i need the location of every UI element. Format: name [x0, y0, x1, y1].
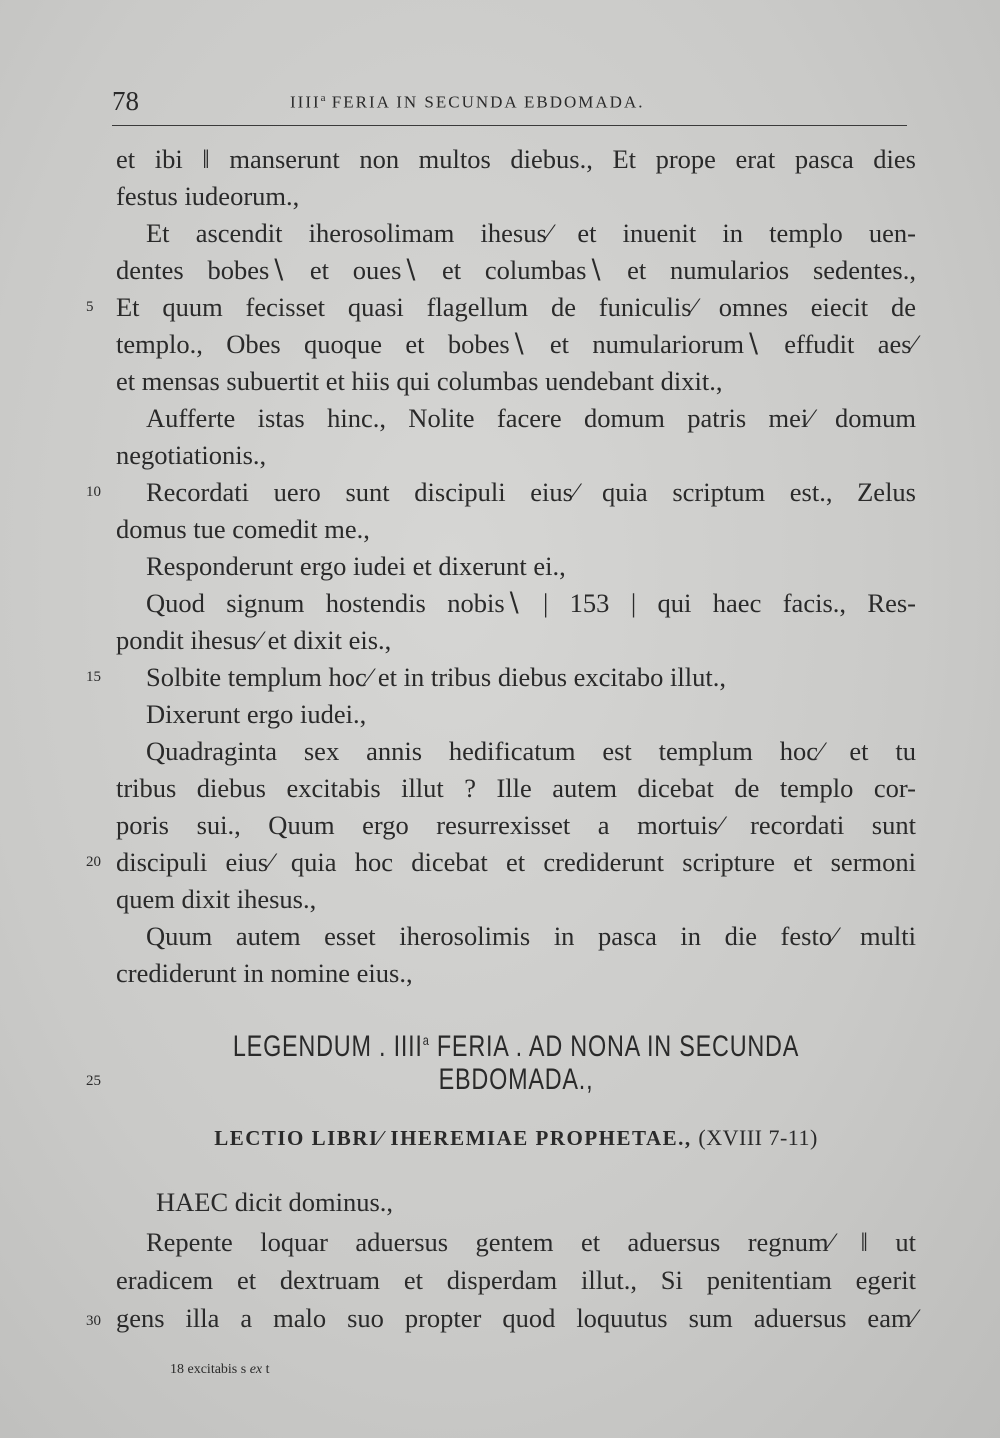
text-line: poris sui., Quum ergo resurrexisset a mortuis⁄ recordati sunt: [116, 810, 916, 840]
line-number: 10: [86, 484, 101, 500]
section-heading-sup: a: [422, 1032, 430, 1048]
header-title-prefix: IIII: [290, 92, 321, 112]
text-line: Quadraginta sex annis hedificatum est templum hoc⁄ et tu: [146, 736, 916, 766]
text-line: discipuli eius⁄ quia hoc dicebat et crediderunt scripture et sermoni: [116, 847, 916, 877]
text-line: Repente loquar aduersus gentem et aduersus regnum⁄ ‖ ut: [146, 1227, 916, 1257]
text-line: Et ascendit iherosolimam ihesus⁄ et inuenit in templo uen-: [146, 218, 916, 248]
text-line: eradicem et dextruam et disperdam illut., Si penitentiam egerit: [116, 1265, 916, 1295]
section-heading-line1-b: FERIA . AD NONA IN SECUNDA: [429, 1030, 800, 1063]
text-line: Responderunt ergo iudei et dixerunt ei.,: [146, 551, 566, 581]
text-line: festus iudeorum.,: [116, 181, 300, 211]
text-line: Solbite templum hoc⁄ et in tribus diebus excitabo illut.,: [146, 662, 726, 692]
header-title: [290, 92, 644, 113]
lectio-title-text: LECTIO LIBRI⁄ IHEREMIAE PROPHETAE.,: [214, 1126, 692, 1150]
text-line: Et quum fecisset quasi flagellum de funiculis⁄ omnes eiecit de: [116, 292, 916, 322]
text-line: templo., Obes quoque et bobes∖ et numulariorum∖ effudit aes⁄: [116, 329, 916, 359]
footnote: [170, 1362, 270, 1378]
text-line: crediderunt in nomine eius.,: [116, 958, 413, 988]
line-number: 20: [86, 854, 101, 870]
text-line: Recordati uero sunt discipuli eius⁄ quia scriptum est., Zelus: [146, 477, 916, 507]
text-line: et mensas subuertit et hiis qui columbas uendebant dixit.,: [116, 366, 723, 396]
text-line: Aufferte istas hinc., Nolite facere domum patris mei⁄ domum: [146, 403, 916, 433]
lectio-title: [116, 1120, 916, 1156]
lectio-reference: (XVIII 7-11): [698, 1125, 818, 1150]
header-rule: [112, 125, 907, 126]
line-number: 15: [86, 669, 101, 685]
text-line: Dixerunt ergo iudei.,: [146, 699, 367, 729]
text-line: HAEC dicit dominus.,: [156, 1187, 394, 1217]
header-title-sup: a: [320, 92, 326, 104]
text-line: negotiationis.,: [116, 440, 267, 470]
line-number: 5: [86, 299, 94, 315]
footnote-italic: ex: [249, 1362, 263, 1377]
text-line: tribus diebus excitabis illut ? Ille autem dicebat de templo cor-: [116, 773, 916, 803]
header-title-rest: FERIA IN SECUNDA EBDOMADA.: [331, 92, 645, 112]
text-line: et ibi ‖ manserunt non multos diebus., Et prope erat pasca dies: [116, 144, 916, 174]
section-heading-line1-a: LEGENDUM . IIII: [232, 1030, 423, 1063]
text-line: Quum autem esset iherosolimis in pasca in die festo⁄ multi: [146, 921, 916, 951]
line-number: 25: [86, 1073, 101, 1089]
footnote-end: t: [262, 1362, 270, 1377]
page-number: 78: [112, 86, 139, 116]
text-line: Quod signum hostendis nobis∖ | 153 | qui haec facis., Res-: [146, 588, 916, 618]
text-line: quem dixit ihesus.,: [116, 884, 317, 914]
footnote-text: 18 excitabis s: [170, 1362, 247, 1377]
text-line: dentes bobes∖ et oues∖ et columbas∖ et numularios sedentes.,: [116, 255, 916, 285]
text-line: domus tue comedit me.,: [116, 514, 370, 544]
running-head: [112, 86, 907, 122]
text-line: pondit ihesus⁄ et dixit eis.,: [116, 625, 392, 655]
section-heading-line2: EBDOMADA.,: [438, 1063, 594, 1096]
text-line: gens illa a malo suo propter quod loquutus sum aduersus eam⁄: [116, 1303, 916, 1333]
line-number: 30: [86, 1313, 101, 1329]
